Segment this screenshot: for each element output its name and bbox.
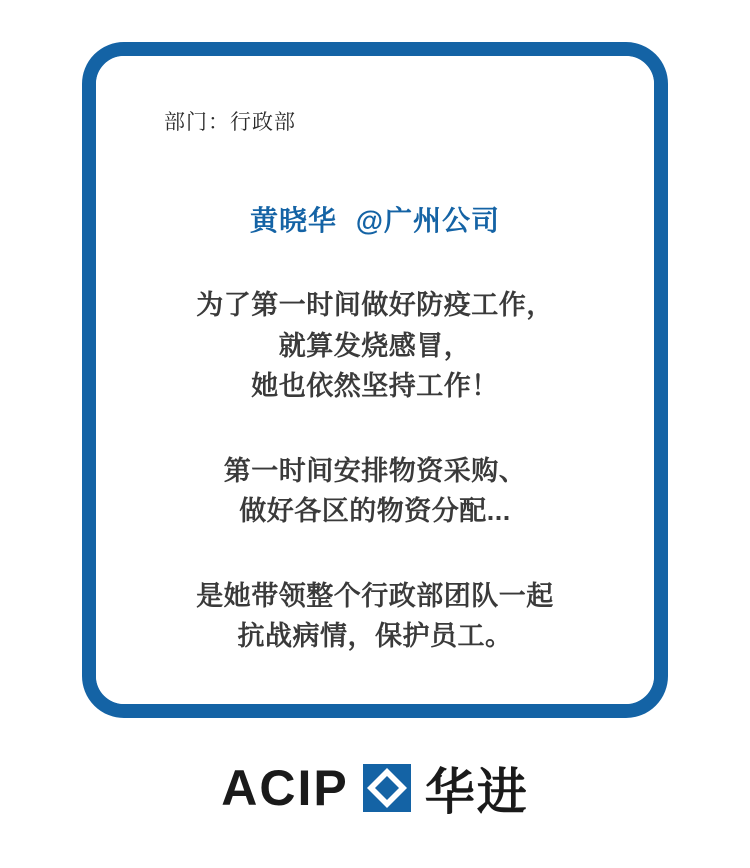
story-line: 抗战病情，保护员工。: [237, 621, 513, 652]
story-paragraph-3: [196, 576, 554, 657]
story-line: 为了第一时间做好防疫工作，: [196, 290, 554, 321]
footer-logo: [0, 752, 750, 824]
department-label: 部门：行政部: [164, 111, 296, 134]
logo-latin-text: ACIP: [221, 760, 349, 816]
person-name: 黄晓华: [249, 205, 337, 237]
story-paragraph-2: [224, 451, 527, 532]
story-line: 她也依然坚持工作！: [251, 371, 499, 402]
blue-card-frame: [82, 42, 668, 718]
story-line: 做好各区的物资分配...: [239, 496, 511, 527]
story-paragraph-1: [196, 285, 554, 407]
story-line: 第一时间安排物资采购、: [223, 455, 527, 486]
story-line: 是她带领整个行政部团队一起: [196, 580, 554, 611]
person-heading: [250, 199, 500, 239]
acip-diamond-icon: [363, 764, 411, 812]
story-line: 就算发烧感冒，: [278, 330, 472, 361]
person-company: @广州公司: [355, 205, 501, 237]
card-content: [96, 56, 654, 704]
logo-chinese-text: 华进: [424, 764, 529, 820]
